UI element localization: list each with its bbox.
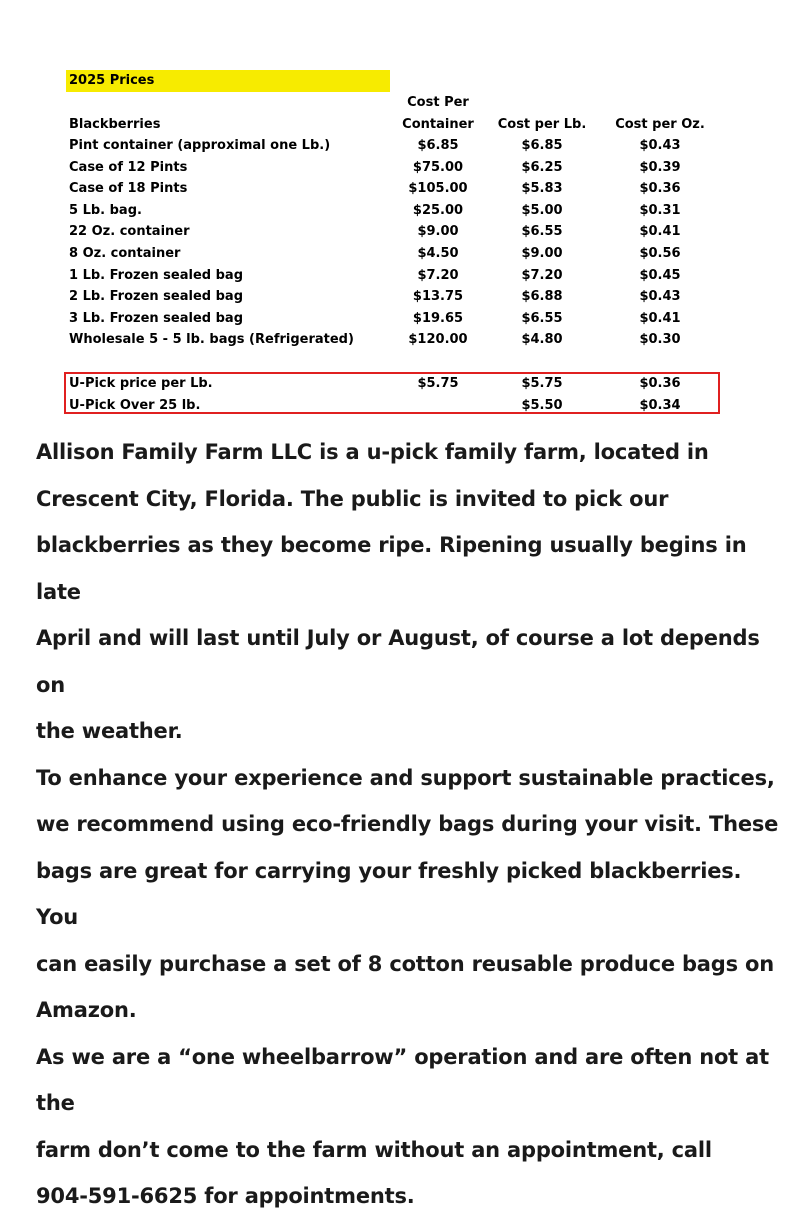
row-cost-oz: $0.43 — [639, 138, 681, 153]
row-cost-lb: $9.00 — [521, 246, 563, 261]
row-cost-container: $9.00 — [417, 224, 459, 240]
row-cost-oz: $0.41 — [639, 224, 681, 240]
text-line: As we are a “one wheelbarrow” operation and are often not at the — [36, 1044, 769, 1115]
row-name: 8 Oz. container — [69, 246, 181, 261]
row-cost-container: $25.00 — [412, 202, 464, 218]
table-row — [66, 160, 726, 181]
upick-row — [66, 398, 726, 419]
text-line: the weather. — [36, 719, 183, 743]
row-cost-lb: $6.25 — [521, 159, 563, 175]
row-cost-lb: $4.80 — [521, 332, 563, 348]
row-name: Wholesale 5 - 5 lb. bags (Refrigerated) — [69, 332, 354, 348]
table-row — [66, 203, 726, 224]
upick-row — [66, 376, 726, 397]
row-cost-oz: $0.30 — [639, 332, 681, 348]
text-line: Amazon. — [36, 998, 137, 1022]
prices-title-highlight — [66, 70, 390, 92]
row-cost-oz: $0.43 — [639, 289, 681, 305]
text-line: Allison Family Farm LLC is a u-pick family farm, located in — [36, 440, 709, 464]
row-cost-container: $19.65 — [412, 310, 464, 326]
text-line: bags are great for carrying your freshly picked blackberries. You — [36, 858, 742, 929]
table-row — [66, 268, 726, 289]
row-name: 3 Lb. Frozen sealed bag — [69, 310, 243, 326]
text-line: we recommend using eco-friendly bags during your visit. These — [36, 812, 779, 836]
row-cost-container: $7.20 — [417, 267, 459, 283]
row-cost-lb: $5.50 — [521, 397, 563, 413]
row-name: U-Pick price per Lb. — [69, 376, 213, 391]
row-name: Case of 12 Pints — [69, 159, 188, 175]
row-cost-lb: $6.88 — [521, 289, 563, 305]
row-cost-container: $75.00 — [412, 159, 464, 175]
row-cost-container: $4.50 — [417, 246, 459, 261]
row-name: 5 Lb. bag. — [69, 202, 142, 218]
row-cost-oz: $0.56 — [639, 246, 681, 261]
row-cost-lb: $5.75 — [521, 376, 563, 391]
row-name: 22 Oz. container — [69, 224, 190, 240]
text-line: blackberries as they become ripe. Ripening usually begins in late — [36, 533, 747, 604]
table-row — [66, 224, 726, 245]
row-cost-oz: $0.41 — [639, 310, 681, 326]
row-cost-oz: $0.31 — [639, 202, 681, 218]
row-name: 1 Lb. Frozen sealed bag — [69, 267, 243, 283]
row-cost-lb: $5.00 — [521, 202, 563, 218]
table-row — [66, 181, 726, 202]
row-cost-container: $5.75 — [417, 376, 459, 391]
table-row — [66, 138, 726, 159]
row-cost-oz: $0.39 — [639, 159, 681, 175]
row-name: Case of 18 Pints — [69, 181, 188, 197]
header-product: Blackberries — [69, 117, 161, 132]
row-cost-oz: $0.36 — [639, 181, 681, 197]
row-cost-oz: $0.45 — [639, 267, 681, 283]
text-line: To enhance your experience and support sustainable practices, — [36, 765, 775, 790]
header-cost-lb: Cost per Lb. — [497, 117, 587, 132]
table-row — [66, 311, 726, 332]
table-row — [66, 332, 726, 353]
row-cost-lb: $6.85 — [521, 138, 563, 153]
row-cost-container: $120.00 — [408, 332, 468, 348]
text-line: 904-591-6625 for appointments. — [36, 1184, 415, 1208]
prices-title: 2025 Prices — [69, 73, 155, 88]
row-name: U-Pick Over 25 lb. — [69, 397, 201, 413]
row-cost-container: $6.85 — [417, 138, 459, 153]
row-cost-container: $105.00 — [408, 181, 468, 197]
row-cost-lb: $5.83 — [521, 181, 563, 197]
farm-description — [36, 429, 781, 1220]
table-row — [66, 246, 726, 267]
header-cost-container-line2: Container — [402, 117, 474, 132]
row-name: Pint container (approximal one Lb.) — [69, 138, 331, 153]
text-line: farm don’t come to the farm without an appointment, call — [36, 1137, 712, 1162]
row-cost-container: $13.75 — [412, 289, 464, 305]
row-cost-lb: $6.55 — [521, 310, 563, 326]
table-row — [66, 289, 726, 310]
row-name: 2 Lb. Frozen sealed bag — [69, 289, 243, 305]
header-cost-container-line1: Cost Per — [407, 95, 469, 110]
row-cost-lb: $6.55 — [521, 224, 563, 240]
row-cost-lb: $7.20 — [521, 267, 563, 283]
text-line: Crescent City, Florida. The public is invited to pick our — [36, 486, 669, 511]
text-line: April and will last until July or August, of course a lot depends on — [36, 626, 760, 697]
header-cost-oz: Cost per Oz. — [615, 117, 705, 132]
row-cost-oz: $0.36 — [639, 376, 681, 391]
row-cost-oz: $0.34 — [639, 397, 681, 413]
text-line: can easily purchase a set of 8 cotton reusable produce bags on — [36, 951, 774, 976]
